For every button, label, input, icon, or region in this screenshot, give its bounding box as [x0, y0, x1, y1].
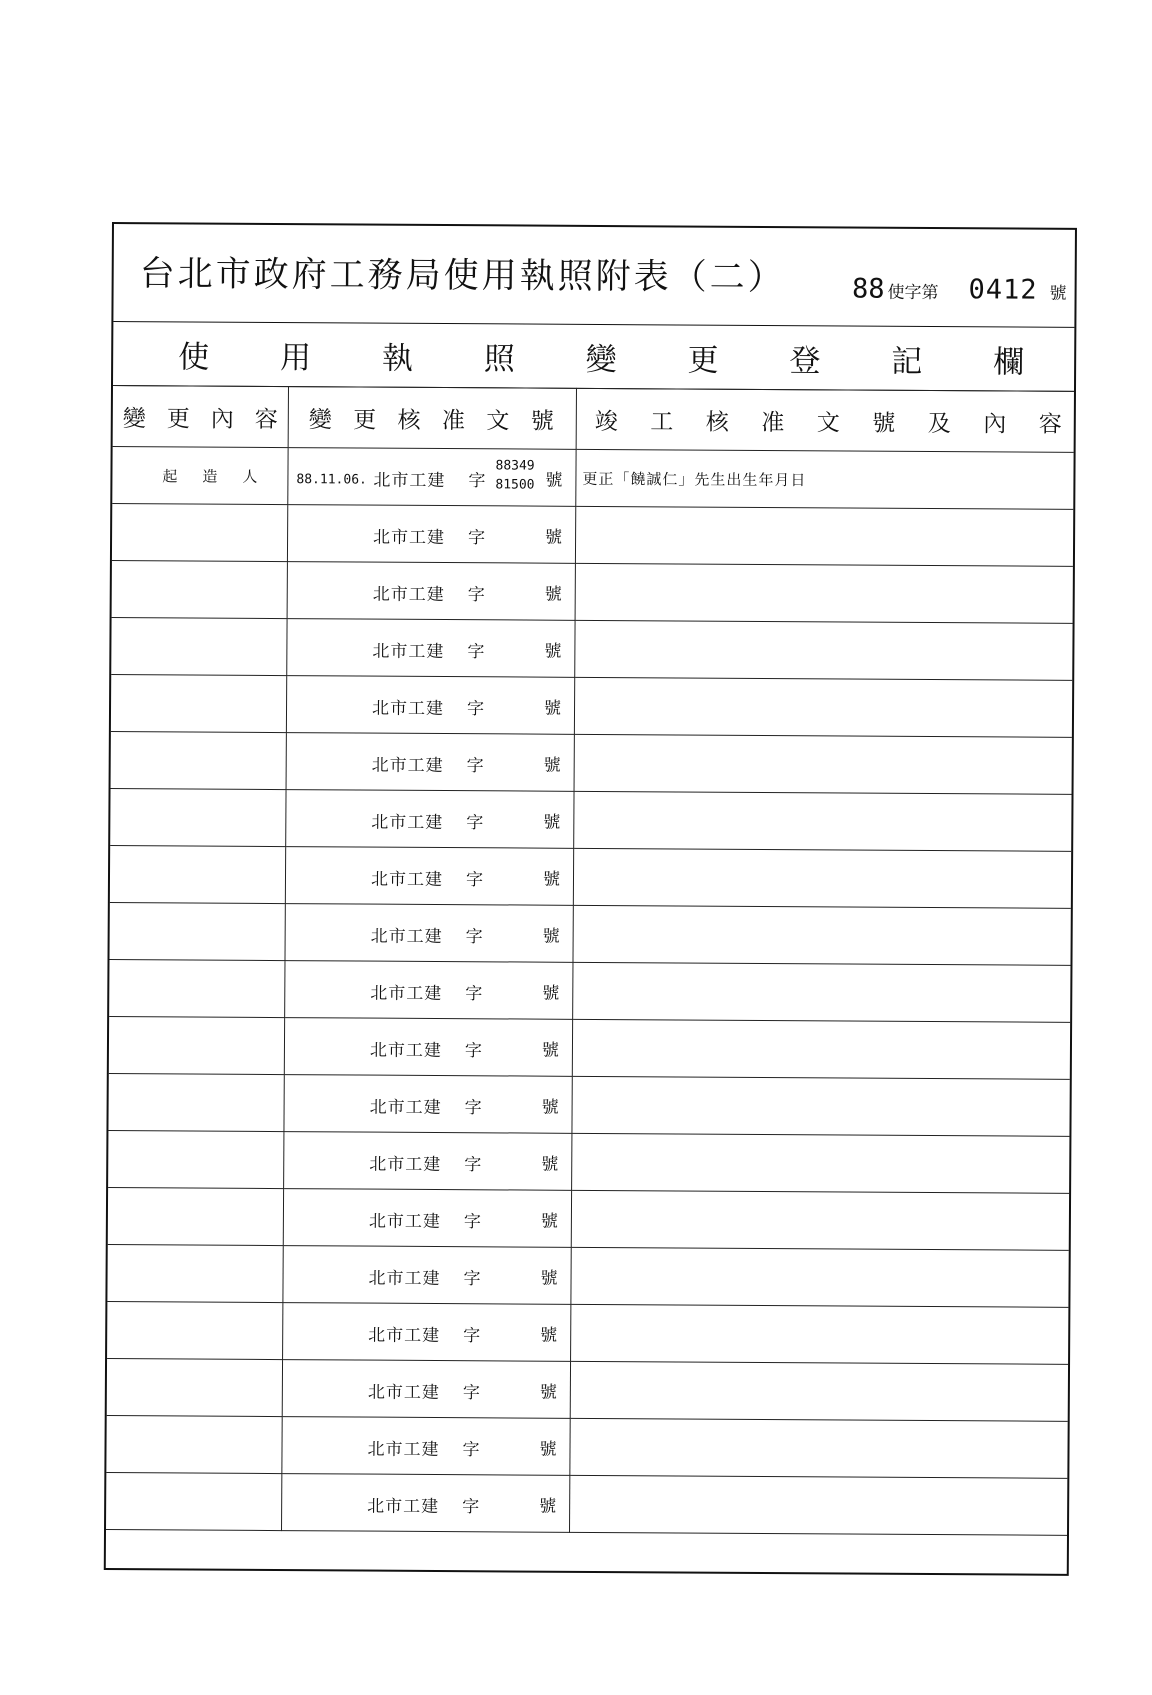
- table-row: [109, 1016, 1070, 1079]
- change-content-cell: [112, 447, 288, 505]
- header-char: 內: [210, 406, 234, 433]
- doc-agency: 北市工建: [368, 1211, 441, 1233]
- change-registration-table: [106, 385, 1074, 1536]
- header-char: 容: [1038, 411, 1062, 438]
- completion-doc-cell: [574, 791, 1072, 851]
- change-content-cell: [111, 732, 287, 790]
- table-row: [109, 902, 1070, 965]
- change-content-cell: [110, 789, 286, 847]
- section-title: [113, 331, 1074, 382]
- doc-char: 字: [466, 756, 484, 777]
- change-doc-no-cell: [284, 1018, 572, 1077]
- table-row: [112, 561, 1073, 624]
- table-row: [106, 1472, 1067, 1535]
- header-completion-doc: [576, 388, 1074, 452]
- doc-agency: 北市工建: [373, 470, 446, 492]
- change-doc-no-cell: [282, 1360, 570, 1419]
- change-doc-no-cell: [284, 1075, 572, 1134]
- doc-agency: 北市工建: [368, 1268, 441, 1290]
- doc-agency: 北市工建: [367, 1382, 440, 1404]
- doc-char: 字: [463, 1212, 481, 1233]
- doc-suffix: 號: [544, 641, 562, 662]
- header-char: 及: [927, 410, 951, 437]
- doc-agency: 北市工建: [370, 926, 443, 948]
- form-title: 台北市政府工務局使用執照附表（二）: [139, 254, 786, 299]
- doc-suffix: 號: [539, 1439, 557, 1460]
- table-row: [111, 732, 1072, 795]
- doc-char: 字: [467, 642, 485, 663]
- doc-suffix: 號: [541, 1097, 559, 1118]
- doc-char: 字: [464, 1155, 482, 1176]
- change-doc-no-cell: [287, 505, 575, 564]
- completion-doc-cell: [571, 1247, 1069, 1307]
- header-char: 准: [761, 409, 785, 436]
- table-row: [112, 504, 1073, 567]
- header-char: 文: [816, 409, 840, 436]
- doc-suffix: 號: [539, 1382, 557, 1403]
- change-doc-no-cell: [287, 562, 575, 621]
- change-content-cell: [106, 1472, 282, 1530]
- change-content-cell: [108, 1187, 284, 1245]
- doc-char: 字: [464, 1041, 483, 1062]
- change-content-cell: [110, 846, 286, 904]
- table-row: [109, 959, 1070, 1022]
- change-doc-no-cell: [282, 1474, 570, 1533]
- table-row: [108, 1073, 1069, 1136]
- doc-agency: 北市工建: [373, 527, 446, 549]
- change-content-text: [112, 465, 287, 487]
- form-title-row: [113, 224, 1075, 328]
- usage-permit-attachment-form: [104, 222, 1077, 1576]
- section-title-char: 用: [279, 339, 312, 376]
- header-char: 內: [983, 410, 1007, 437]
- change-content-cell: [111, 675, 287, 733]
- doc-suffix: 號: [543, 812, 561, 833]
- doc-suffix: 號: [545, 527, 563, 548]
- section-title-row: [113, 321, 1074, 392]
- header-char: 變: [308, 406, 332, 433]
- doc-agency: 北市工建: [369, 1097, 442, 1119]
- doc-agency: 北市工建: [371, 698, 445, 720]
- change-content-cell: [109, 959, 285, 1017]
- change-content-cell: [107, 1358, 283, 1416]
- doc-agency: 北市工建: [369, 1040, 443, 1062]
- doc-suffix: 號: [544, 584, 562, 605]
- completion-doc-cell: [572, 1133, 1070, 1193]
- change-doc-no-cell: [288, 448, 576, 507]
- completion-doc-cell: [576, 449, 1074, 509]
- doc-suffix: 號: [543, 755, 561, 776]
- permit-suffix: 號: [1049, 283, 1067, 304]
- section-title-char: 變: [585, 341, 617, 378]
- completion-doc-cell: [575, 563, 1073, 623]
- doc-char: 字: [462, 1497, 480, 1518]
- change-content-cell: [106, 1415, 282, 1473]
- header-char: 核: [705, 409, 729, 436]
- change-doc-no-cell: [285, 847, 573, 906]
- table-header-row: [113, 386, 1074, 453]
- header-char: 竣: [594, 408, 618, 435]
- completion-doc-cell: [574, 677, 1072, 737]
- doc-char: 字: [462, 1383, 480, 1404]
- table-row: [112, 447, 1073, 510]
- doc-agency: 北市工建: [368, 1325, 441, 1347]
- section-title-char: 使: [178, 338, 210, 376]
- completion-doc-cell: [571, 1190, 1069, 1250]
- doc-agency: 北市工建: [371, 812, 444, 834]
- completion-doc-cell: [570, 1361, 1068, 1421]
- completion-doc-cell: [571, 1304, 1069, 1364]
- table-row: [108, 1187, 1069, 1250]
- change-content-cell: [111, 618, 287, 676]
- doc-agency: 北市工建: [369, 1154, 442, 1176]
- doc-char: 字: [464, 1098, 482, 1119]
- doc-char: 字: [465, 870, 484, 891]
- doc-suffix: 號: [542, 869, 561, 890]
- permit-number-field: [852, 274, 1067, 306]
- doc-char: 字: [466, 813, 484, 834]
- change-content-char: 起: [162, 466, 178, 485]
- section-title-char: 照: [483, 340, 515, 377]
- doc-suffix: 號: [540, 1268, 558, 1289]
- header-char: 文: [486, 407, 510, 434]
- completion-doc-cell: [573, 848, 1071, 908]
- table-row: [106, 1415, 1067, 1478]
- table-row: [111, 675, 1072, 738]
- completion-doc-cell: [572, 1019, 1070, 1079]
- change-content-cell: [108, 1130, 284, 1188]
- doc-agency: 北市工建: [372, 641, 445, 663]
- completion-doc-cell: [575, 620, 1073, 680]
- permit-number: 0412: [968, 274, 1038, 306]
- doc-char: 字: [462, 1440, 480, 1461]
- header-change-content: [113, 386, 289, 448]
- doc-char: 字: [466, 699, 485, 720]
- permit-prefix: 使字第: [887, 282, 939, 304]
- doc-agency: 北市工建: [367, 1439, 440, 1461]
- doc-char: 字: [468, 528, 486, 549]
- completion-doc-cell: [573, 962, 1071, 1022]
- change-doc-no-cell: [284, 1132, 572, 1191]
- change-doc-no-cell: [285, 904, 573, 963]
- section-title-char: 欄: [993, 343, 1025, 381]
- completion-content-text: 更正「饒誠仁」先生出生年月日: [582, 469, 807, 489]
- header-char: 號: [530, 408, 554, 435]
- doc-suffix: 號: [541, 1040, 560, 1061]
- section-title-char: 記: [891, 343, 923, 380]
- doc-char: 字: [468, 471, 486, 492]
- change-content-char: 造: [202, 467, 218, 486]
- doc-suffix: 號: [545, 470, 563, 491]
- doc-char: 字: [465, 984, 483, 1005]
- table-row: [111, 618, 1072, 681]
- table-row: [110, 789, 1071, 852]
- table-row: [110, 846, 1071, 909]
- change-content-cell: [109, 902, 285, 960]
- doc-date: 88.11.06.: [296, 472, 367, 488]
- change-doc-no-cell: [286, 676, 574, 735]
- header-change-doc-no: [288, 387, 576, 450]
- change-doc-no-cell: [283, 1189, 571, 1248]
- completion-doc-cell: [575, 506, 1073, 566]
- table-row: [107, 1358, 1068, 1421]
- change-content-char: 人: [242, 467, 258, 486]
- header-char: 更: [353, 406, 377, 434]
- change-content-cell: [107, 1301, 283, 1359]
- section-title-char: 更: [687, 342, 719, 379]
- section-title-char: 執: [381, 340, 414, 377]
- change-doc-no-cell: [287, 619, 575, 678]
- permit-year: 88: [851, 273, 885, 305]
- header-char: 容: [254, 406, 278, 433]
- change-content-cell: [109, 1016, 285, 1074]
- doc-agency: 北市工建: [371, 755, 444, 777]
- header-char: 變: [122, 405, 146, 432]
- doc-suffix: 號: [541, 1154, 559, 1175]
- doc-suffix: 號: [542, 926, 560, 947]
- change-content-cell: [112, 504, 288, 562]
- change-doc-no-cell: [283, 1246, 571, 1305]
- table-row: [108, 1130, 1069, 1193]
- doc-char: 字: [465, 927, 483, 948]
- doc-suffix: 號: [540, 1211, 558, 1232]
- completion-doc-cell: [570, 1475, 1068, 1535]
- header-char: 准: [441, 407, 466, 434]
- completion-doc-cell: [572, 1076, 1070, 1136]
- doc-suffix: 號: [539, 1496, 557, 1517]
- header-char: 工: [650, 408, 674, 435]
- doc-agency: 北市工建: [370, 983, 443, 1005]
- doc-char: 字: [463, 1326, 481, 1347]
- table-row: [107, 1301, 1068, 1364]
- doc-agency: 北市工建: [367, 1496, 440, 1518]
- header-char: 更: [166, 405, 190, 432]
- change-doc-no-cell: [286, 790, 574, 849]
- doc-number: 88349: [495, 458, 535, 474]
- doc-agency: 北市工建: [372, 584, 445, 606]
- change-doc-no-cell: [285, 961, 573, 1020]
- completion-doc-cell: [573, 905, 1071, 965]
- section-title-char: 登: [789, 342, 821, 379]
- change-doc-no-cell: [282, 1417, 570, 1476]
- doc-suffix: 號: [543, 698, 562, 719]
- change-content-cell: [112, 561, 288, 619]
- header-char: 核: [397, 407, 421, 434]
- change-content-cell: [108, 1073, 284, 1131]
- change-doc-no-cell: [283, 1303, 571, 1362]
- doc-suffix: 號: [540, 1325, 558, 1346]
- change-doc-no-cell: [286, 733, 574, 792]
- change-content-cell: [107, 1244, 283, 1302]
- header-char: 號: [872, 410, 896, 437]
- doc-char: 字: [463, 1269, 481, 1290]
- doc-char: 字: [467, 585, 485, 606]
- completion-doc-cell: [570, 1418, 1068, 1478]
- doc-suffix: 號: [542, 983, 560, 1004]
- table-row: [107, 1244, 1068, 1307]
- completion-doc-cell: [574, 734, 1072, 794]
- doc-number: 81500: [495, 477, 535, 493]
- doc-agency: 北市工建: [370, 869, 444, 891]
